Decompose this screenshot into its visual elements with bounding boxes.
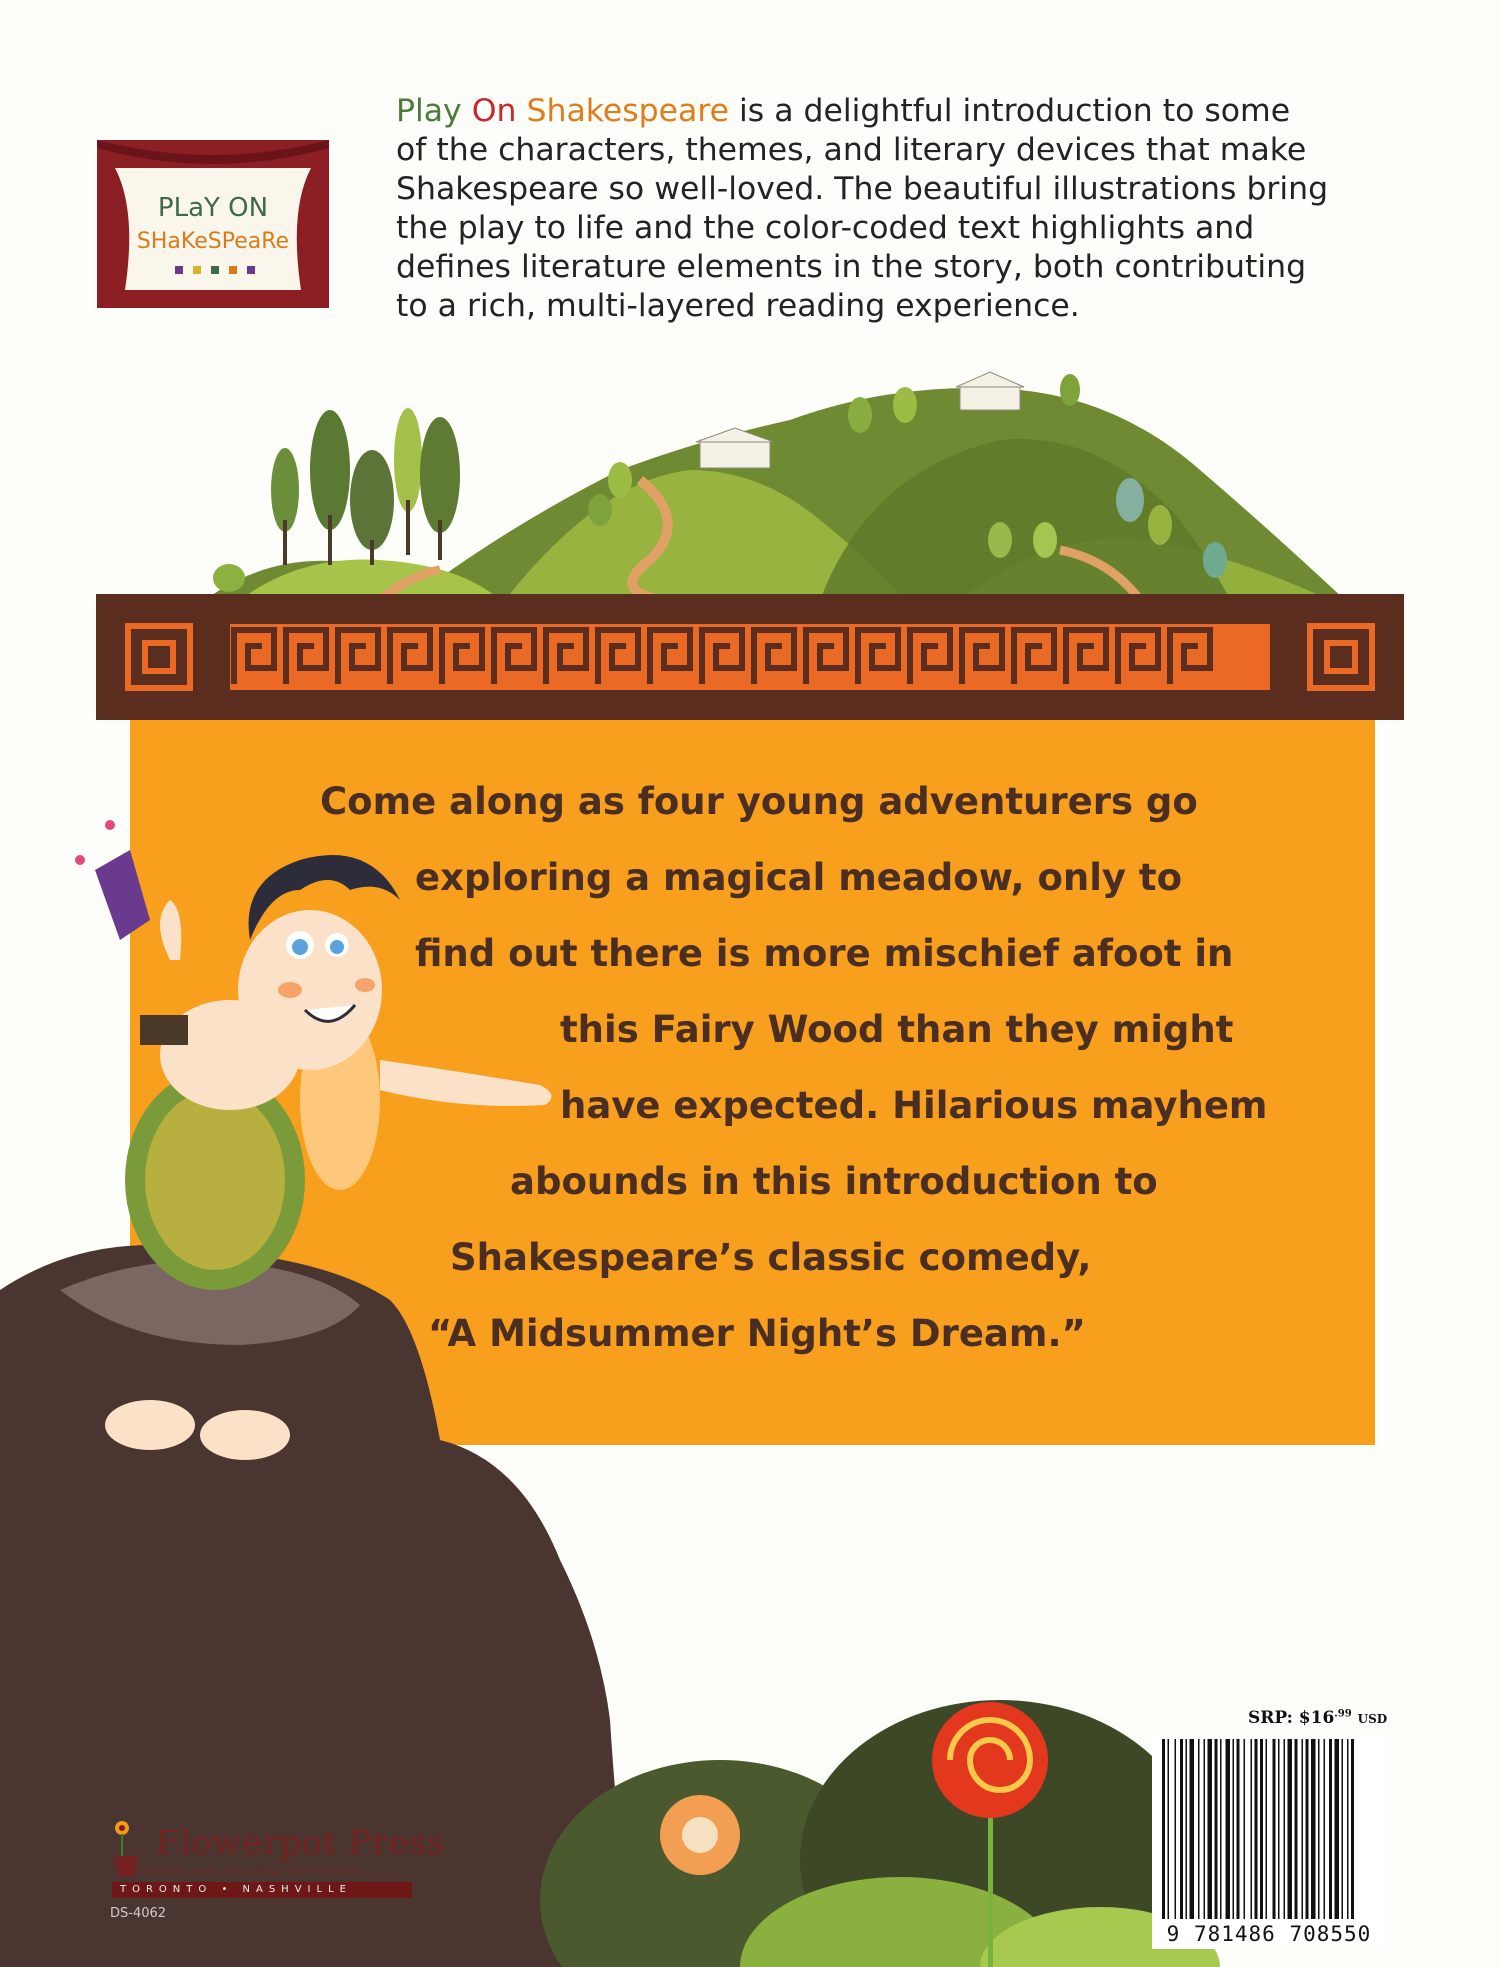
blurb-line-7: Shakespeare’s classic comedy, bbox=[450, 1236, 1092, 1279]
blurb-line-6: abounds in this introduction to bbox=[510, 1160, 1158, 1203]
barcode-bar bbox=[1215, 1739, 1218, 1919]
barcode-bar bbox=[1347, 1739, 1349, 1919]
price-amount: $16 bbox=[1298, 1708, 1335, 1728]
barcode-bar bbox=[1198, 1739, 1200, 1919]
bushes bbox=[540, 1700, 1220, 1967]
barcode-bar bbox=[1255, 1739, 1258, 1919]
logo-line1: PLaY ON bbox=[157, 193, 269, 223]
publisher-tagline: Planting the seeds of knowledge and imagination bbox=[128, 1866, 366, 1877]
title-play: Play bbox=[396, 93, 462, 129]
barcode-bar bbox=[1168, 1739, 1170, 1919]
price-currency: USD bbox=[1357, 1712, 1388, 1726]
barcode-bar bbox=[1237, 1739, 1240, 1919]
intro-line-4: the play to life and the color-coded text highlights and bbox=[396, 210, 1255, 246]
logo-line2: SHaKeSPeaRe bbox=[136, 229, 290, 254]
barcode-bar bbox=[1342, 1739, 1344, 1919]
intro-line-1 bbox=[396, 92, 1356, 131]
intro-line-6: to a rich, multi-layered reading experience. bbox=[396, 288, 1080, 324]
blurb-line-1: Come along as four young adventurers go bbox=[320, 780, 1198, 823]
blurb-line-3: find out there is more mischief afoot in bbox=[415, 932, 1234, 975]
intro-line-5: defines literature elements in the story, both contributing bbox=[396, 249, 1307, 285]
isbn-number: 9 781486 708550 bbox=[1166, 1922, 1372, 1946]
publisher-name: Flowerpot Press bbox=[156, 1823, 445, 1863]
blurb-line-4: this Fairy Wood than they might bbox=[560, 1008, 1234, 1051]
barcode-bar bbox=[1204, 1739, 1206, 1919]
barcode-bar bbox=[1244, 1739, 1246, 1919]
barcode-bar bbox=[1208, 1739, 1213, 1919]
barcode-bar bbox=[1284, 1739, 1286, 1919]
intro-text: is a delightful introduction to some bbox=[729, 93, 1291, 129]
meander-border bbox=[96, 594, 1404, 720]
price-srp: SRP: bbox=[1248, 1708, 1293, 1728]
barcode-bar bbox=[1311, 1739, 1316, 1919]
barcode-bar bbox=[1335, 1739, 1340, 1919]
intro-line-3: Shakespeare so well-loved. The beautiful illustrations bring bbox=[396, 171, 1329, 207]
barcode-bar bbox=[1233, 1739, 1235, 1919]
title-on: On bbox=[471, 93, 517, 129]
barcode-bar bbox=[1251, 1739, 1253, 1919]
barcode-bar bbox=[1273, 1739, 1276, 1919]
barcode-bar bbox=[1190, 1739, 1195, 1919]
barcode-bar bbox=[1306, 1739, 1309, 1919]
barcode bbox=[1152, 1733, 1386, 1949]
product-code: DS-4062 bbox=[110, 1906, 167, 1921]
title-shakespeare: Shakespeare bbox=[526, 93, 729, 129]
barcode-bar bbox=[1260, 1739, 1263, 1919]
barcode-bar bbox=[1162, 1739, 1165, 1919]
blurb-line-8: “A Midsummer Night’s Dream.” bbox=[428, 1312, 1086, 1355]
intro-line-2: of the characters, themes, and literary devices that make bbox=[396, 132, 1307, 168]
play-on-shakespeare-logo bbox=[97, 140, 329, 308]
blurb-line-2: exploring a magical meadow, only to bbox=[415, 856, 1183, 899]
barcode-bar bbox=[1226, 1739, 1231, 1919]
barcode-bar bbox=[1295, 1739, 1298, 1919]
barcode-bar bbox=[1288, 1739, 1293, 1919]
blurb-line-5: have expected. Hilarious mayhem bbox=[560, 1084, 1268, 1127]
intro-paragraph bbox=[396, 92, 1356, 326]
barcode-bar bbox=[1324, 1739, 1326, 1919]
barcode-bar bbox=[1318, 1739, 1320, 1919]
price-label bbox=[1248, 1708, 1387, 1728]
barcode-bar bbox=[1186, 1739, 1188, 1919]
barcode-bar bbox=[1302, 1739, 1304, 1919]
barcode-bar bbox=[1220, 1739, 1222, 1919]
barcode-bar bbox=[1180, 1739, 1183, 1919]
publisher-cities: TORONTO • NASHVILLE bbox=[112, 1882, 412, 1898]
price-cents: .99 bbox=[1334, 1708, 1352, 1720]
barcode-bar bbox=[1329, 1739, 1332, 1919]
barcode-bar bbox=[1351, 1739, 1354, 1919]
barcode-bar bbox=[1175, 1739, 1177, 1919]
barcode-bar bbox=[1278, 1739, 1280, 1919]
barcode-bar bbox=[1266, 1739, 1268, 1919]
